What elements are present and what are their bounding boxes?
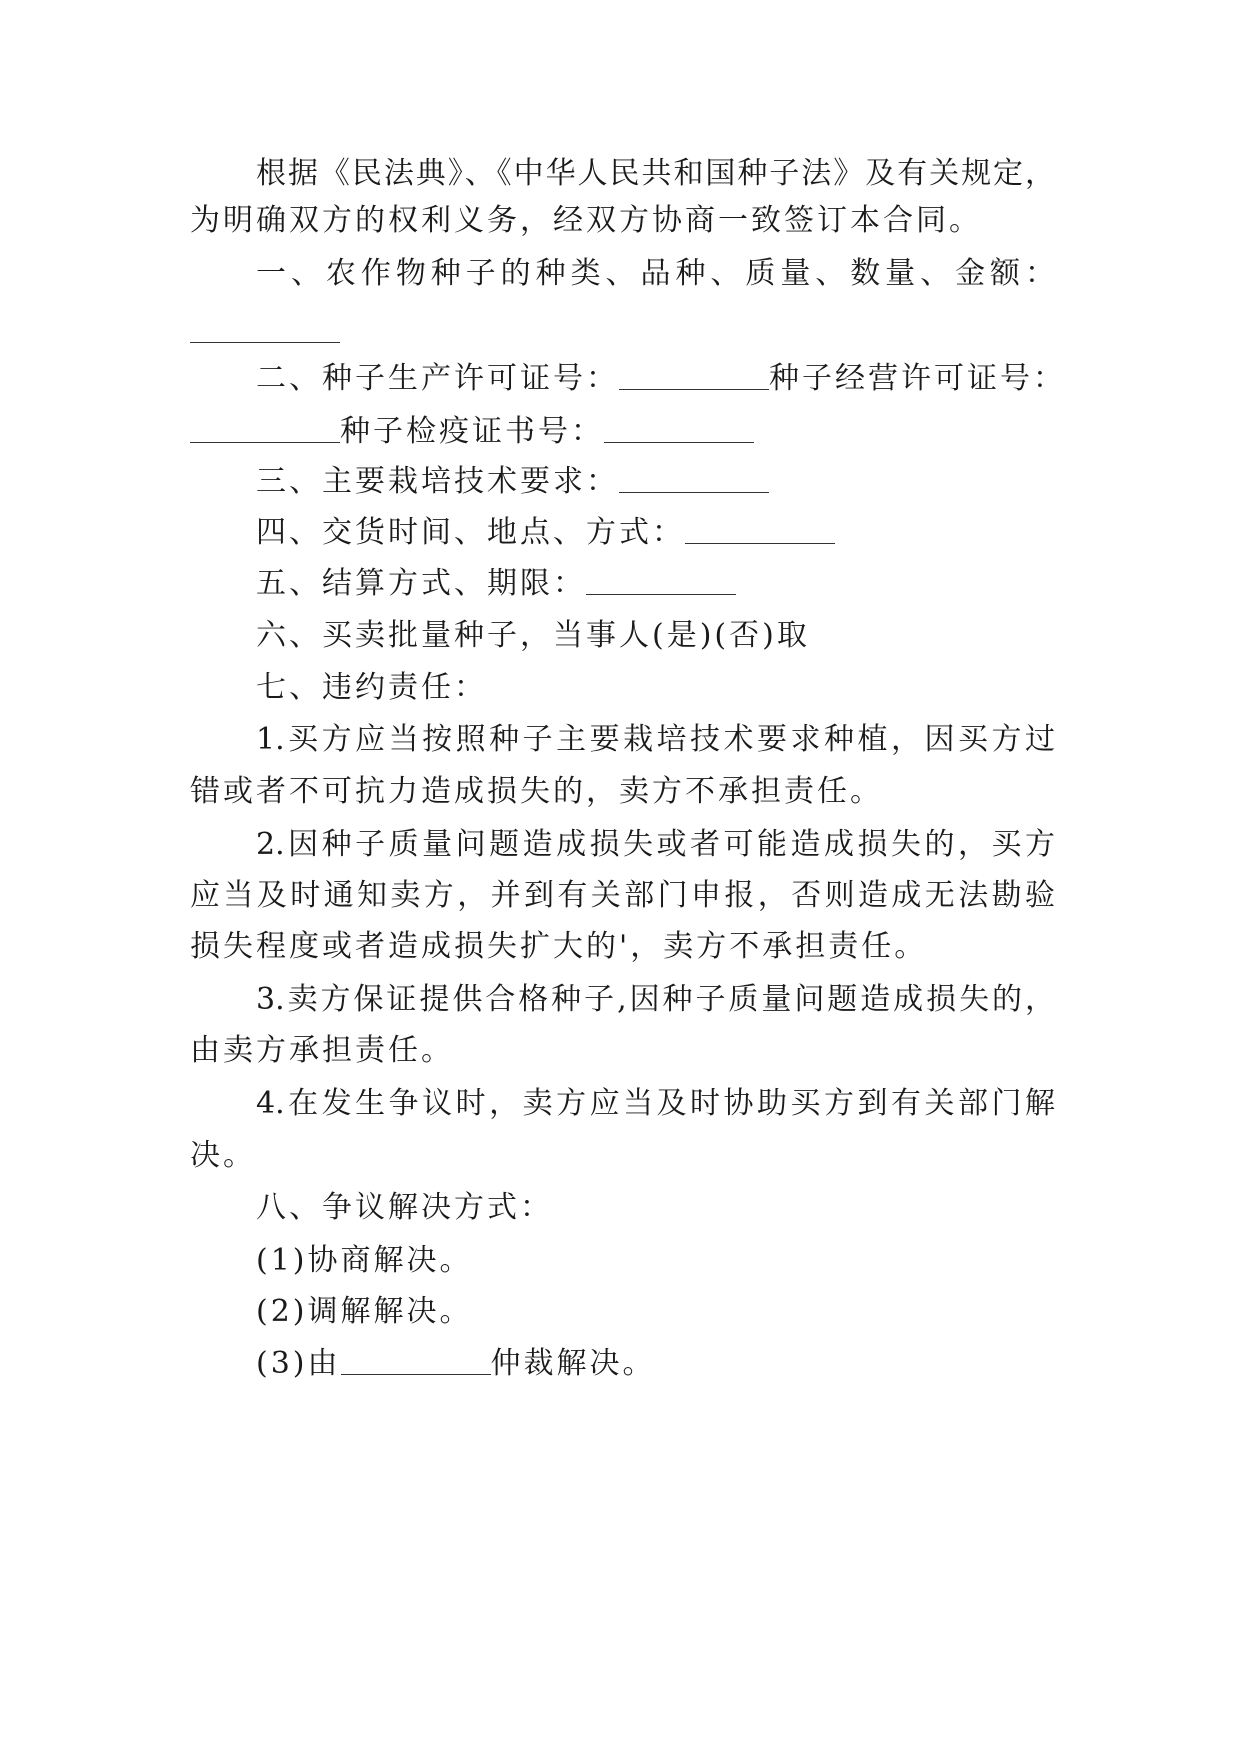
text-line	[190, 763, 1055, 821]
text-line	[190, 971, 1055, 1029]
line-text: 为明确双方的权利义务，经双方协商一致签订本合同。	[190, 203, 982, 238]
text-line	[190, 350, 1066, 408]
text-line	[190, 1179, 1055, 1237]
line-text: 根据《民法典》、《中华人民共和国种子法》及有关规定，	[256, 156, 1055, 191]
text-line	[190, 1283, 1055, 1341]
line-text: 八、争议解决方式：	[256, 1190, 553, 1225]
fill-in-blank[interactable]	[190, 312, 340, 343]
line-text: 2.因种子质量问题造成损失或者可能造成损失的，买方	[256, 827, 1055, 862]
text-line	[190, 711, 1055, 769]
fill-in-blank[interactable]	[619, 359, 769, 390]
text-line	[190, 555, 1055, 613]
line-text: 一、农作物种子的种类、品种、质量、数量、金额：	[256, 256, 1055, 291]
line-text: 二、种子生产许可证号：	[256, 361, 619, 396]
line-text: 由卖方承担责任。	[190, 1033, 454, 1068]
line-text: 错或者不可抗力造成损失的，卖方不承担责任。	[190, 774, 883, 809]
line-text: 3.卖方保证提供合格种子,因种子质量问题造成损失的，	[256, 982, 1055, 1017]
line-text: 损失程度或者造成损失扩大的'，卖方不承担责任。	[190, 929, 928, 964]
text-line	[190, 1127, 1055, 1185]
fill-in-blank[interactable]	[604, 412, 754, 443]
line-text-after-blank: 种子检疫证书号：	[340, 414, 604, 449]
text-line	[190, 453, 1055, 511]
text-line	[190, 504, 1055, 562]
text-line	[190, 816, 1055, 874]
text-line	[190, 1075, 1055, 1133]
line-text: 三、主要栽培技术要求：	[256, 464, 619, 499]
line-text: 应当及时通知卖方，并到有关部门申报，否则造成无法勘验	[190, 878, 1055, 913]
text-line	[190, 867, 1055, 925]
text-line	[190, 1232, 1055, 1290]
text-line	[190, 1335, 1055, 1393]
line-text: (3)由	[256, 1346, 341, 1381]
line-text: (2)调解解决。	[256, 1294, 473, 1329]
fill-in-blank[interactable]	[685, 513, 835, 544]
line-text-after-blank: 种子经营许可证号：	[769, 361, 1066, 396]
line-text: 4.在发生争议时，卖方应当及时协助买方到有关部门解	[256, 1086, 1055, 1121]
line-text: 六、买卖批量种子，当事人(是)(否)取	[256, 618, 810, 653]
line-text: 决。	[190, 1138, 256, 1173]
text-line	[190, 659, 1055, 717]
fill-in-blank[interactable]	[586, 564, 736, 595]
text-line	[190, 192, 1055, 250]
line-text: 五、结算方式、期限：	[256, 566, 586, 601]
line-text-after-blank: 仲裁解决。	[490, 1346, 656, 1381]
text-line	[190, 918, 1055, 976]
fill-in-blank[interactable]	[190, 412, 340, 443]
text-line	[190, 245, 1055, 303]
fill-in-blank[interactable]	[619, 462, 769, 493]
text-line	[190, 607, 1055, 665]
line-text: 七、违约责任：	[256, 670, 487, 705]
text-line	[190, 1022, 1055, 1080]
line-text: (1)协商解决。	[256, 1243, 473, 1278]
line-text: 四、交货时间、地点、方式：	[256, 515, 685, 550]
line-text: 1.买方应当按照种子主要栽培技术要求种植，因买方过	[256, 722, 1055, 757]
fill-in-blank[interactable]	[341, 1344, 491, 1375]
